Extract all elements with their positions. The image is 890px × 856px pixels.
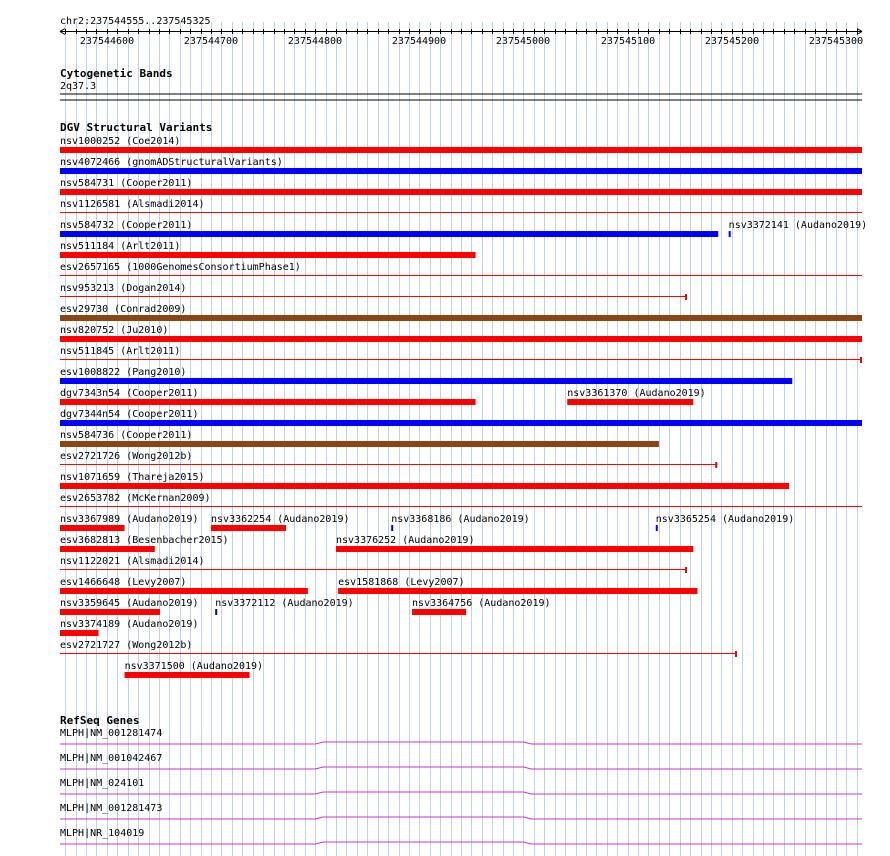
structural-variant-feature[interactable] (60, 388, 476, 405)
variant-bar[interactable] (60, 378, 792, 384)
ruler-tick-label: 237544700 (183, 36, 239, 47)
variant-bar[interactable] (211, 525, 286, 531)
structural-variant-feature[interactable] (125, 661, 263, 678)
variant-label: nsv3374189 (Audano2019) (60, 619, 199, 630)
ruler-tick-label: 237545200 (704, 36, 760, 47)
structural-variant-feature[interactable] (60, 577, 308, 594)
structural-variant-feature[interactable] (60, 598, 198, 615)
variant-bar[interactable] (412, 609, 466, 615)
variant-bar[interactable] (567, 399, 693, 405)
variant-label: nsv1071659 (Thareja2015) (60, 472, 205, 483)
structural-variant-feature[interactable] (60, 535, 229, 552)
variant-label: nsv584731 (Cooper2011) (60, 178, 193, 189)
dgv-track-title[interactable]: DGV Structural Variants (60, 121, 213, 134)
structural-variant-feature[interactable] (211, 514, 349, 531)
variant-end-cap (860, 357, 862, 363)
variant-bar[interactable] (60, 147, 862, 153)
structural-variant-feature[interactable] (60, 556, 687, 573)
variant-label: nsv3371500 (Audano2019) (124, 661, 264, 672)
variant-label: esv2657165 (1000GenomesConsortiumPhase1) (60, 262, 301, 273)
ruler-tick-label: 237545000 (495, 36, 551, 47)
variant-bar[interactable] (338, 588, 697, 594)
variant-label: nsv1000252 (Coe2014) (60, 136, 181, 147)
structural-variant-feature[interactable] (60, 283, 687, 300)
variant-bar[interactable] (60, 168, 862, 174)
variant-bar[interactable] (125, 672, 250, 678)
refseq-track-title[interactable]: RefSeq Genes (60, 714, 140, 727)
variant-label: nsv3368186 (Audano2019) (391, 514, 530, 525)
variant-bar[interactable] (60, 399, 476, 405)
variant-bar[interactable] (60, 231, 718, 237)
variant-bar[interactable] (60, 315, 862, 321)
structural-variant-feature[interactable] (336, 535, 693, 552)
gene-label: MLPH|NR_104019 (60, 828, 145, 839)
variant-marker[interactable] (656, 525, 658, 531)
variant-end-cap (715, 462, 717, 468)
variant-label: nsv3376252 (Audano2019) (336, 535, 475, 546)
variant-label: nsv953213 (Dogan2014) (60, 283, 187, 294)
variant-marker[interactable] (729, 231, 731, 237)
variant-label: nsv3372141 (Audano2019) (728, 220, 868, 231)
variant-end-cap (685, 294, 687, 300)
variant-label: esv2721726 (Wong2012b) (60, 451, 193, 462)
variant-bar[interactable] (60, 546, 155, 552)
variant-bar[interactable] (60, 483, 789, 489)
ruler-tick-label: 237544600 (79, 36, 135, 47)
variant-label: nsv820752 (Ju2010) (60, 325, 169, 336)
variant-label: esv1008822 (Pang2010) (60, 367, 187, 378)
variant-label: esv2653782 (McKernan2009) (60, 493, 211, 504)
ruler-tick-label: 237545100 (600, 36, 656, 47)
structural-variant-feature[interactable] (60, 367, 792, 384)
variant-label: nsv3359645 (Audano2019) (60, 598, 199, 609)
variant-label: esv1466648 (Levy2007) (60, 577, 187, 588)
gene-label: MLPH|NM_024101 (60, 778, 145, 789)
variant-label: nsv1122021 (Alsmadi2014) (60, 556, 205, 567)
region-label: chr2:237544555..237545325 (60, 16, 211, 27)
cytogenetic-bands-title[interactable]: Cytogenetic Bands (60, 67, 173, 80)
structural-variant-feature[interactable] (60, 619, 198, 636)
variant-label: nsv3365254 (Audano2019) (655, 514, 795, 525)
variant-label: dgv7344n54 (Cooper2011) (60, 409, 199, 420)
variant-bar[interactable] (60, 336, 862, 342)
cytoband-label: 2q37.3 (60, 81, 97, 92)
structural-variant-feature[interactable] (60, 640, 737, 657)
variant-label: nsv3372112 (Audano2019) (215, 598, 354, 609)
dgv-structural-variants-track (60, 136, 867, 678)
variant-label: nsv3364756 (Audano2019) (412, 598, 551, 609)
gene-label: MLPH|NM_001281473 (60, 803, 163, 814)
variant-label: nsv1126581 (Alsmadi2014) (60, 199, 205, 210)
variant-label: dgv7343n54 (Cooper2011) (60, 388, 199, 399)
variant-end-cap (685, 567, 687, 573)
structural-variant-feature[interactable] (60, 220, 718, 237)
variant-bar[interactable] (60, 525, 125, 531)
structural-variant-feature[interactable] (391, 514, 529, 531)
variant-bar[interactable] (60, 630, 99, 636)
variant-bar[interactable] (60, 420, 862, 426)
variant-bar[interactable] (60, 252, 476, 258)
variant-label: nsv511845 (Arlt2011) (60, 346, 181, 357)
ruler-tick-label: 237544800 (287, 36, 343, 47)
variant-bar[interactable] (60, 609, 160, 615)
variant-end-cap (735, 651, 737, 657)
variant-label: nsv4072466 (gnomADStructuralVariants) (60, 157, 283, 168)
structural-variant-feature[interactable] (60, 472, 789, 489)
variant-label: esv3682813 (Besenbacher2015) (60, 535, 229, 546)
variant-bar[interactable] (60, 189, 862, 195)
structural-variant-feature[interactable] (60, 430, 659, 447)
variant-label: esv1581868 (Levy2007) (338, 577, 465, 588)
structural-variant-feature[interactable] (338, 577, 697, 594)
variant-bar[interactable] (336, 546, 693, 552)
structural-variant-feature[interactable] (60, 514, 198, 531)
variant-marker[interactable] (215, 609, 217, 615)
structural-variant-feature[interactable] (60, 241, 476, 258)
variant-label: esv29730 (Conrad2009) (60, 304, 187, 315)
variant-label: nsv511184 (Arlt2011) (60, 241, 181, 252)
ruler-tick-label: 237545300 (808, 36, 864, 47)
ruler-tick-label: 237544900 (391, 36, 447, 47)
variant-label: nsv584732 (Cooper2011) (60, 220, 193, 231)
variant-bar[interactable] (60, 588, 308, 594)
variant-label: nsv3367989 (Audano2019) (60, 514, 199, 525)
structural-variant-feature[interactable] (567, 388, 705, 405)
variant-label: esv2721727 (Wong2012b) (60, 640, 193, 651)
gene-label: MLPH|NM_001042467 (60, 753, 163, 764)
variant-marker[interactable] (391, 525, 393, 531)
variant-bar[interactable] (60, 441, 659, 447)
gene-label: MLPH|NM_001281474 (60, 728, 163, 739)
variant-label: nsv584736 (Cooper2011) (60, 430, 193, 441)
variant-label: nsv3361370 (Audano2019) (567, 388, 706, 399)
variant-label: nsv3362254 (Audano2019) (211, 514, 350, 525)
structural-variant-feature[interactable] (412, 598, 550, 615)
